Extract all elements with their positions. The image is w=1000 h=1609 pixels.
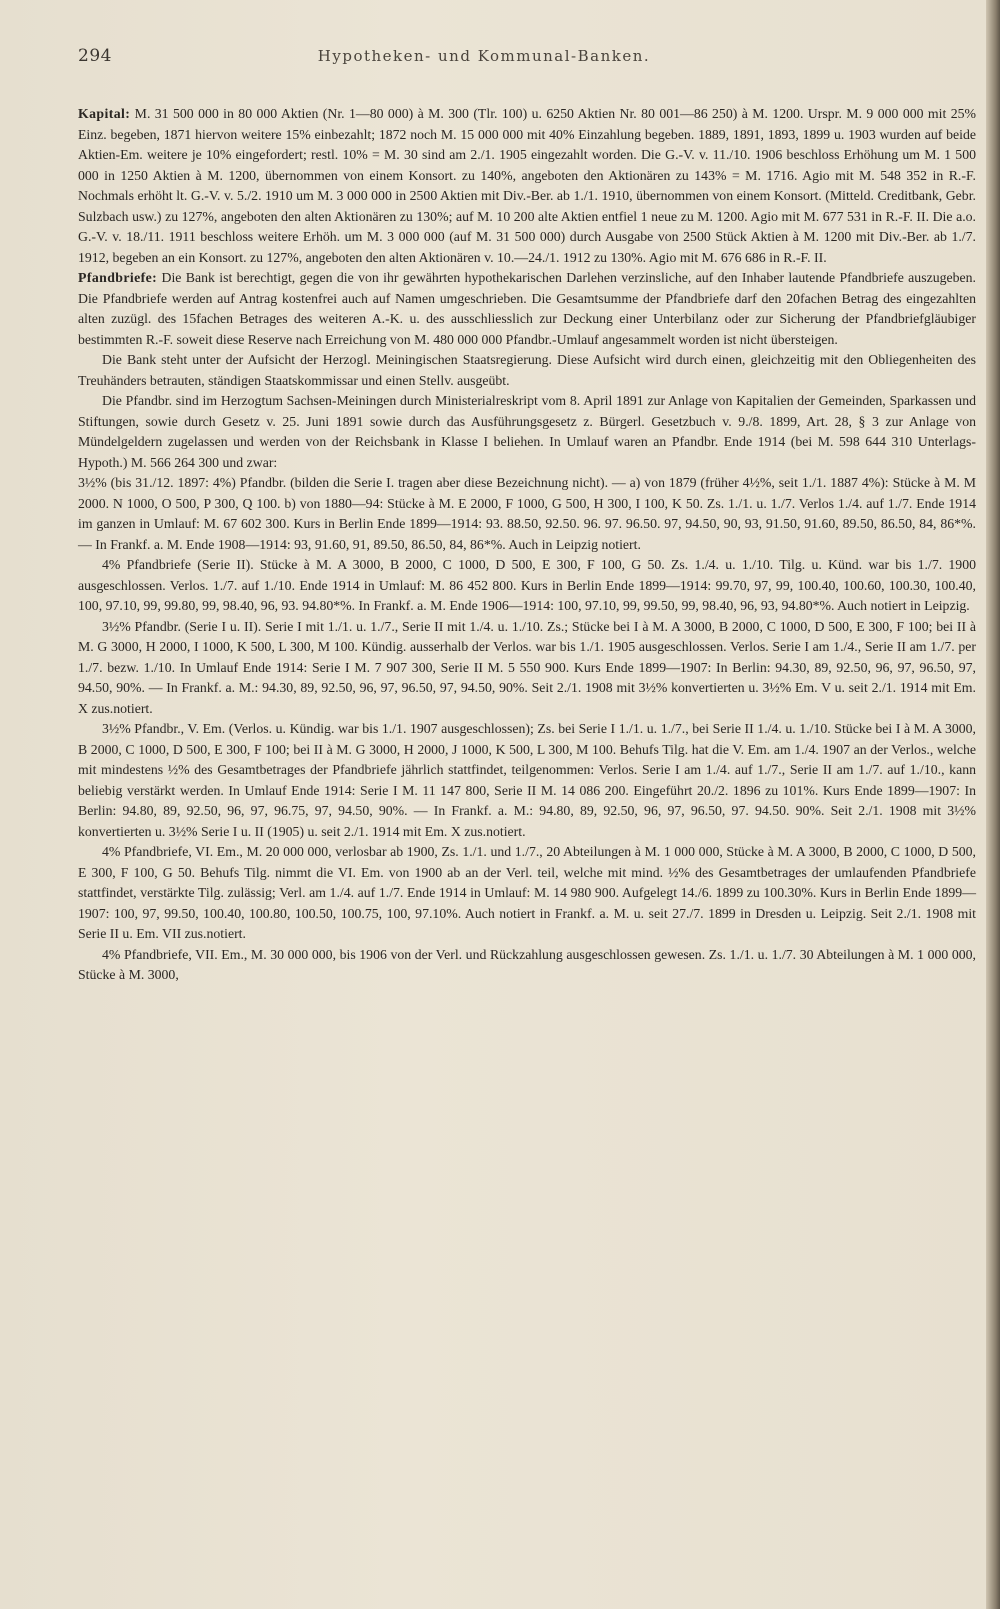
- paragraph-text: 4% Pfandbriefe (Serie II). Stücke à M. A 3000, B 2000, C 1000, D 500, E 300, F 100, G 50. Zs. 1./4. u. 1./10. Tilg. u. Künd. war bis 1./7. 1900 ausgeschlossen. Verlos. 1./7. auf 1./10. Ende 1914 in Umlauf: M. 86 452 800. Kurs in Berlin Ende 1899—1914: 99.70, 97, 99, 100.40, 100.60, 100.30, 100.40, 100, 97.10, 99, 99.80, 99, 98.40, 96, 93. 94.80*%. In Frankf. a. M. Ende 1906—1914: 100, 97.10, 99, 99.50, 99, 98.40, 96, 93, 94.80*%. Auch notiert in Leipzig.: [78, 557, 976, 613]
- paragraph-serie-i: [78, 473, 976, 555]
- paragraph-text: 4% Pfandbriefe, VI. Em., M. 20 000 000, verlosbar ab 1900, Zs. 1./1. und 1./7., 20 Abteilungen à M. 1 000 000, Stücke à M. A 3000, B 2000, C 1000, D 500, E 300, F 100, G 50. Behufs Tilg. nimmt die VI. Em. von 1900 ab an der Verl. teil, welche mit mind. ½% des Gesamtbetrages der umlaufenden Pfandbriefe stattfindet, verstärkte Tilg. zulässig; Verl. am 1./4. auf 1./7. Ende 1914 in Umlauf: M. 14 980 900. Aufgelegt 14./6. 1899 zu 100.30%. Kurs in Berlin Ende 1899—1907: 100, 97, 99.50, 100.40, 100.80, 100.50, 100.75, 100, 97.10%. Auch notiert in Frankf. a. M. u. seit 27./7. 1899 in Dresden u. Leipzig. Seit 2./1. 1908 mit Serie II u. Em. VII zus.notiert.: [78, 844, 976, 941]
- paragraph-text: Die Bank steht unter der Aufsicht der Herzogl. Meiningischen Staatsregierung. Diese Aufsicht wird durch einen, gleichzeitig mit den Obliegenheiten des Treuhänders betrauten, ständigen Staatskommissar und einen Stellv. ausgeübt.: [78, 352, 976, 388]
- paragraph-text: 3½% Pfandbr., V. Em. (Verlos. u. Kündig. war bis 1./1. 1907 ausgeschlossen); Zs. bei Serie I 1./1. u. 1./7., bei Serie II 1./4. u. 1./10. Stücke bei I à M. A 3000, B 2000, C 1000, D 500, E 300, F 100; bei II à M. G 3000, H 2000, J 1000, K 500, L 300, M 100. Behufs Tilg. hat die V. Em. am 1./4. 1907 an der Verlos., welche mit mindestens ½% des Gesamtbetrages der Pfandbriefe jährlich stattfindet, teilgenommen: Verlos. Serie I am 1./4. auf 1./7., Serie II am 1./7. auf 1./10., kann beliebig verstärkt werden. In Umlauf Ende 1914: Serie I M. 11 147 800, Serie II M. 14 086 200. Eingeführt 20./2. 1896 zu 101%. Kurs Ende 1899—1907: In Berlin: 94.80, 89, 92.50, 96, 97, 96.75, 97, 94.50, 90%. — In Frankf. a. M.: 94.80, 89, 92.50, 96, 97, 96.50, 97. 94.50. 90%. Seit 2./1. 1908 mit 3½% konvertierten u. 3½% Serie I u. II (1905) u. seit 2./1. 1914 mit Em. X zus.notiert.: [78, 721, 976, 839]
- paragraph-text: M. 31 500 000 in 80 000 Aktien (Nr. 1—80 000) à M. 300 (Tlr. 100) u. 6250 Aktien Nr. 80 001—86 250) à M. 1200. Urspr. M. 9 000 000 mit 25% Einz. begeben, 1871 hiervon weitere 15% einbezahlt; 1872 noch M. 15 000 000 mit 40% Einzahlung begeben. 1889, 1891, 1893, 1899 u. 1903 wurden auf beide Aktien-Em. weitere je 10% eingefordert; restl. 10% = M. 30 sind am 2./1. 1905 eingezahlt worden. Die G.-V. v. 11./10. 1906 beschloss Erhöhung um M. 1 500 000 in 1250 Aktien à M. 1200, übernommen von einem Konsort. zu 140%, angeboten den Aktionären zu 143% = M. 1716. Agio mit M. 548 352 in R.-F. Nochmals erhöht lt. G.-V. v. 5./2. 1910 um M. 3 000 000 in 2500 Aktien mit Div.-Ber. ab 1./1. 1910, übernommen von einem Konsort. (Mitteld. Creditbank, Gebr. Sulzbach usw.) zu 127%, angeboten den alten Aktionären zu 130%; auf M. 10 200 alte Aktien entfiel 1 neue zu M. 1200. Agio mit M. 677 531 in R.-F. II. Die a.o. G.-V. v. 18./11. 1911 beschloss weitere Erhöh. um M. 3 000 000 (auf M. 31 500 000) durch Ausgabe von 2500 Stück Aktien à M. 1200 mit Div.-Ber. ab 1./7. 1912, begeben an ein Konsort. zu 127%, angeboten den alten Aktionären v. 10.—24./1. 1912 zu 130%. Agio mit M. 676 686 in R.-F. II.: [78, 106, 976, 265]
- paragraph-text: 4% Pfandbriefe, VII. Em., M. 30 000 000, bis 1906 von der Verl. und Rückzahlung ausgeschlossen gewesen. Zs. 1./1. u. 1./7. 30 Abteilungen à M. 1 000 000, Stücke à M. 3000,: [78, 946, 976, 982]
- paragraph-text: 3½% (bis 31./12. 1897: 4%) Pfandbr. (bilden die Serie I. tragen aber diese Bezeichnung nicht). — a) von 1879 (früher 4½%, seit 1./1. 1887 4%): Stücke à M. M 2000. N 1000, O 500, P 300, Q 100. b) von 1880—94: Stücke à M. E 2000, F 1000, G 500, H 300, I 100, K 50. Zs. 1./1. u. 1./7. Verlos 1./4. auf 1./7. Ende 1914 im ganzen in Umlauf: M. 67 602 300. Kurs in Berlin Ende 1899—1914: 93. 88.50, 92.50. 96. 97. 96.50. 97, 94.50, 90, 93, 91.50, 91.60, 89.50, 86.50, 84, 86*%. — In Frankf. a. M. Ende 1908—1914: 93, 91.60, 91, 89.50, 86.50, 84, 86*%. Auch in Leipzig notiert.: [78, 475, 976, 552]
- page-edge-shadow: [986, 0, 1000, 1609]
- paragraph-anlage: [78, 391, 976, 473]
- paragraph-em-v: [78, 719, 976, 842]
- paragraph-kapital: [78, 104, 976, 268]
- paragraph-serie-i-ii: [78, 617, 976, 720]
- paragraph-text: Die Pfandbr. sind im Herzogtum Sachsen-Meiningen durch Ministerialreskript vom 8. April 1891 zur Anlage von Kapitalien der Gemeinden, Sparkassen und Stiftungen, sowie durch Gesetz v. 25. Juni 1891 sowie durch das Ausführungsgesetz z. Bürgerl. Gesetzbuch v. 9./8. 1899, Art. 28, § 3 zur Anlage von Mündelgeldern zugelassen und werden von der Reichsbank in Klasse I beliehen. In Umlauf waren an Pfandbr. Ende 1914 (bei M. 598 644 310 Unterlags-Hypoth.) M. 566 264 300 und zwar:: [78, 393, 976, 470]
- section-label-kapital: Kapital:: [78, 106, 131, 121]
- running-title: Hypotheken- und Kommunal-Banken.: [317, 47, 651, 65]
- paragraph-aufsicht: [78, 350, 976, 391]
- section-label-pfandbriefe: Pfandbriefe:: [78, 270, 158, 285]
- paragraph-em-vi: [78, 842, 976, 945]
- paragraph-em-vii: [78, 945, 976, 986]
- paragraph-text: Die Bank ist berechtigt, gegen die von ihr gewährten hypothekarischen Darlehen verzinsliche, auf den Inhaber lautende Pfandbriefe auszugeben. Die Pfandbriefe werden auf Antrag kostenfrei auch auf Namen umgeschrieben. Die Gesamtsumme der Pfandbriefe darf den 20fachen Betrag des eingezahlten alten zuzügl. des 15fachen Betrages des weiteren A.-K. u. des ausschliesslich zur Deckung einer Unterbilanz oder zur Sicherung der Pfandbriefgläubiger bestimmten R.-F. soweit diese Reserve nach Erreichung von M. 480 000 000 Pfandbr.-Umlauf angesammelt worden ist nicht übersteigen.: [78, 270, 976, 347]
- page-header: [78, 46, 976, 80]
- paragraph-serie-ii: [78, 555, 976, 617]
- page-body: [78, 104, 976, 986]
- paragraph-text: 3½% Pfandbr. (Serie I u. II). Serie I mit 1./1. u. 1./7., Serie II mit 1./4. u. 1./10. Zs.; Stücke bei I à M. A 3000, B 2000, C 1000, D 500, E 300, F 100; bei II à M. G 3000, H 2000, I 1000, K 500, L 300, M 100. Kündig. ausserhalb der Verlos. war bis 1./1. 1905 ausgeschlossen. Verlos. Serie I am 1./4., Serie II am 1./7. per 1./7. bezw. 1./10. In Umlauf Ende 1914: Serie I M. 7 907 300, Serie II M. 5 550 900. Kurs Ende 1899—1907: In Berlin: 94.30, 89, 92.50, 96, 97, 96.50, 97, 94.50, 90%. — In Frankf. a. M.: 94.30, 89, 92.50, 96, 97, 96.50, 97, 94.50, 90%. Seit 2./1. 1908 mit 3½% konvertierten u. 3½% Em. V u. seit 2./1. 1914 mit Em. X zus.notiert.: [78, 618, 976, 716]
- paragraph-pfandbriefe: [78, 268, 976, 350]
- page-number: 294: [78, 46, 112, 66]
